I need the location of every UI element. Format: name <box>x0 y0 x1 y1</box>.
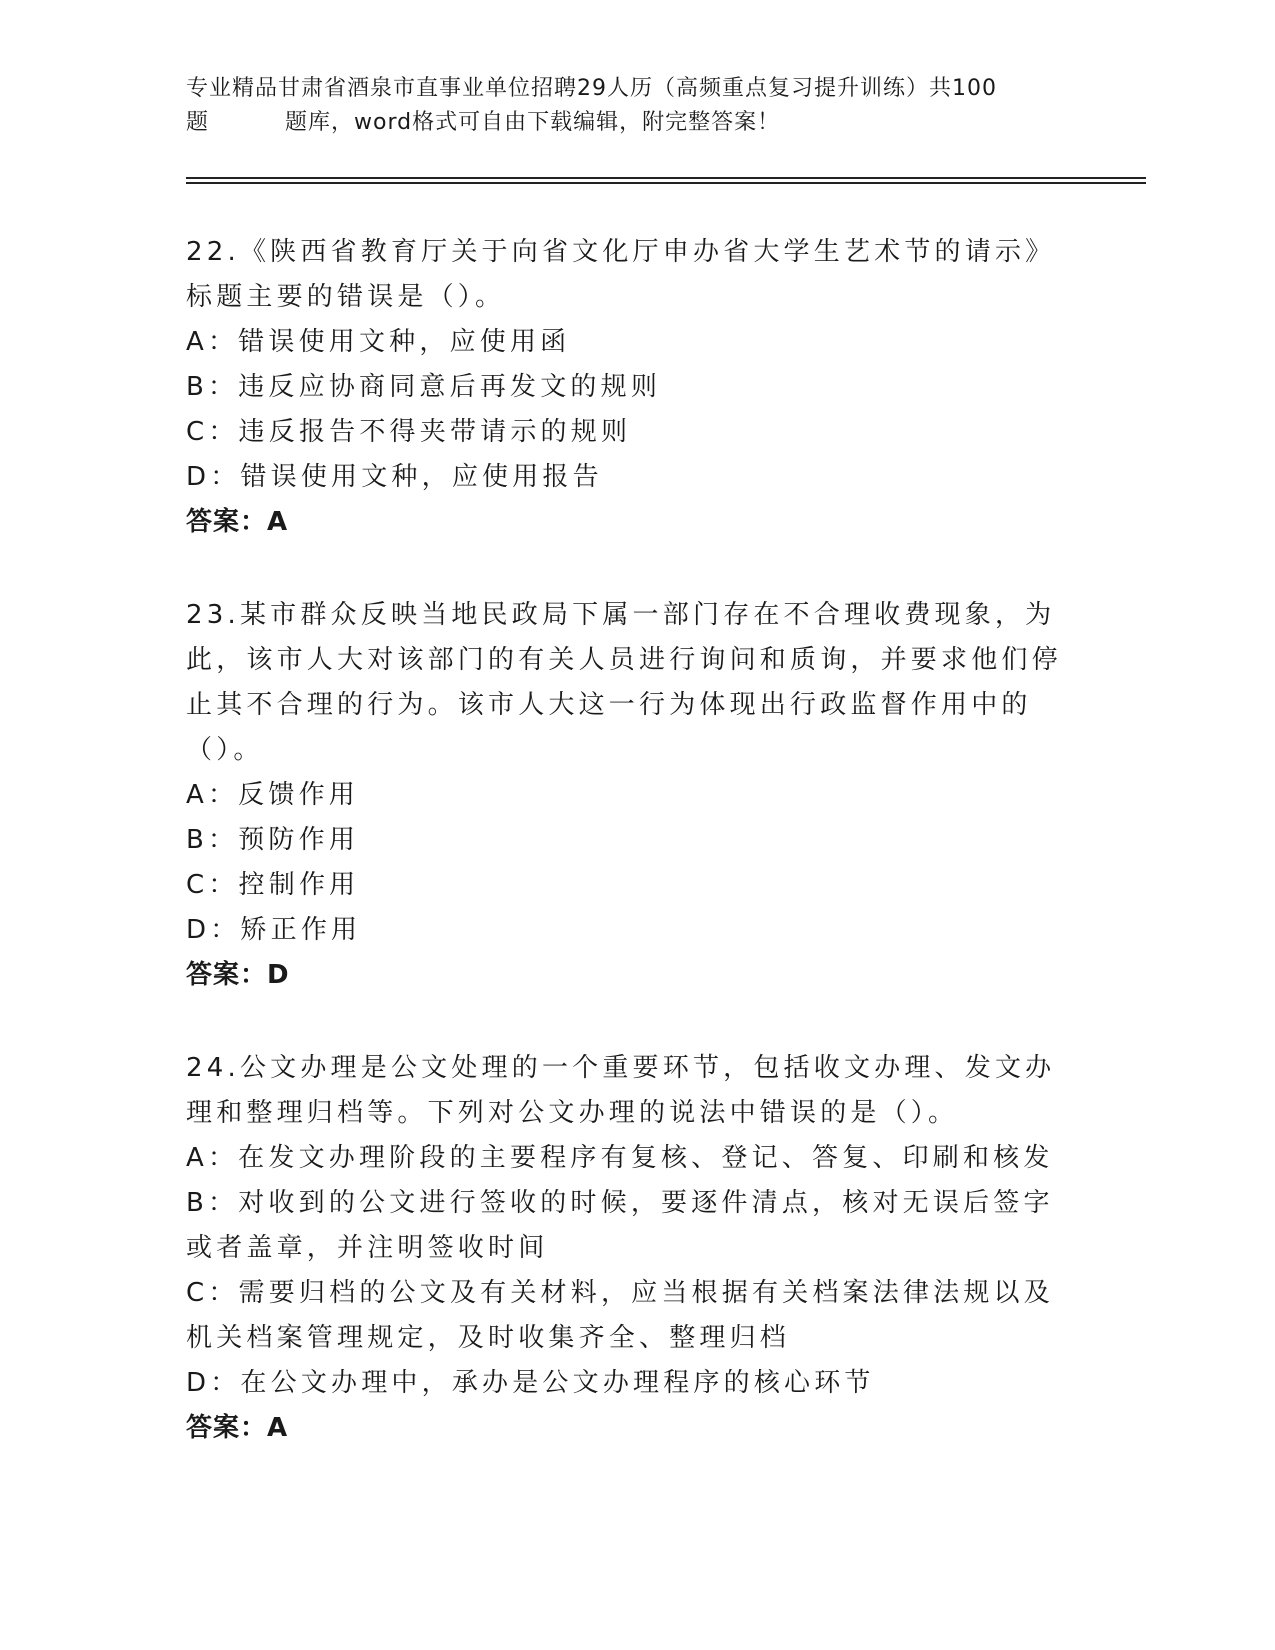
question-23 <box>186 593 1076 998</box>
header-title-line2 <box>186 106 1086 140</box>
answer-label: 答案：A <box>186 507 289 537</box>
option-b: B：违反应协商同意后再发文的规则 <box>186 372 662 402</box>
option-a: A：错误使用文种，应使用函 <box>186 327 571 357</box>
question-24 <box>186 1046 1076 1451</box>
question-text: 23.某市群众反映当地民政局下属一部门存在不合理收费现象，为此，该市人大对该部门的有关人员进行询问和质询，并要求他们停止其不合理的行为。该市人大这一行为体现出行政监督作用中的（）。 <box>186 600 1062 765</box>
header-title-line2-start: 题 <box>186 110 210 135</box>
answer-label: 答案：D <box>186 960 290 990</box>
option-a: A：在发文办理阶段的主要程序有复核、登记、答复、印刷和核发 <box>186 1143 1054 1173</box>
document-header <box>186 72 1086 140</box>
option-c: C：控制作用 <box>186 870 360 900</box>
header-title-line2-rest: 题库，word格式可自由下载编辑，附完整答案！ <box>285 110 781 135</box>
question-text: 22.《陕西省教育厅关于向省文化厅申办省大学生艺术节的请示》标题主要的错误是（）。 <box>186 237 1056 312</box>
option-b: B：预防作用 <box>186 825 360 855</box>
header-title-line1: 专业精品甘肃省酒泉市直事业单位招聘29人历（高频重点复习提升训练）共100 <box>186 76 997 101</box>
question-22 <box>186 230 1076 545</box>
option-d: D：错误使用文种，应使用报告 <box>186 462 603 492</box>
option-a: A：反馈作用 <box>186 780 359 810</box>
header-divider-bottom <box>186 182 1146 184</box>
question-text: 24.公文办理是公文处理的一个重要环节，包括收文办理、发文办理和整理归档等。下列对公文办理的说法中错误的是（）。 <box>186 1053 1056 1128</box>
answer-label: 答案：A <box>186 1413 289 1443</box>
option-c: C：需要归档的公文及有关材料，应当根据有关档案法律法规以及机关档案管理规定，及时收集齐全、整理归档 <box>186 1278 1054 1353</box>
option-c: C：违反报告不得夹带请示的规则 <box>186 417 632 447</box>
header-divider-top <box>186 177 1146 179</box>
option-d: D：在公文办理中，承办是公文办理程序的核心环节 <box>186 1368 875 1398</box>
option-b: B：对收到的公文进行签收的时候，要逐件清点，核对无误后签字或者盖章，并注明签收时间 <box>186 1188 1054 1263</box>
question-list <box>186 230 1076 1499</box>
option-d: D：矫正作用 <box>186 915 362 945</box>
